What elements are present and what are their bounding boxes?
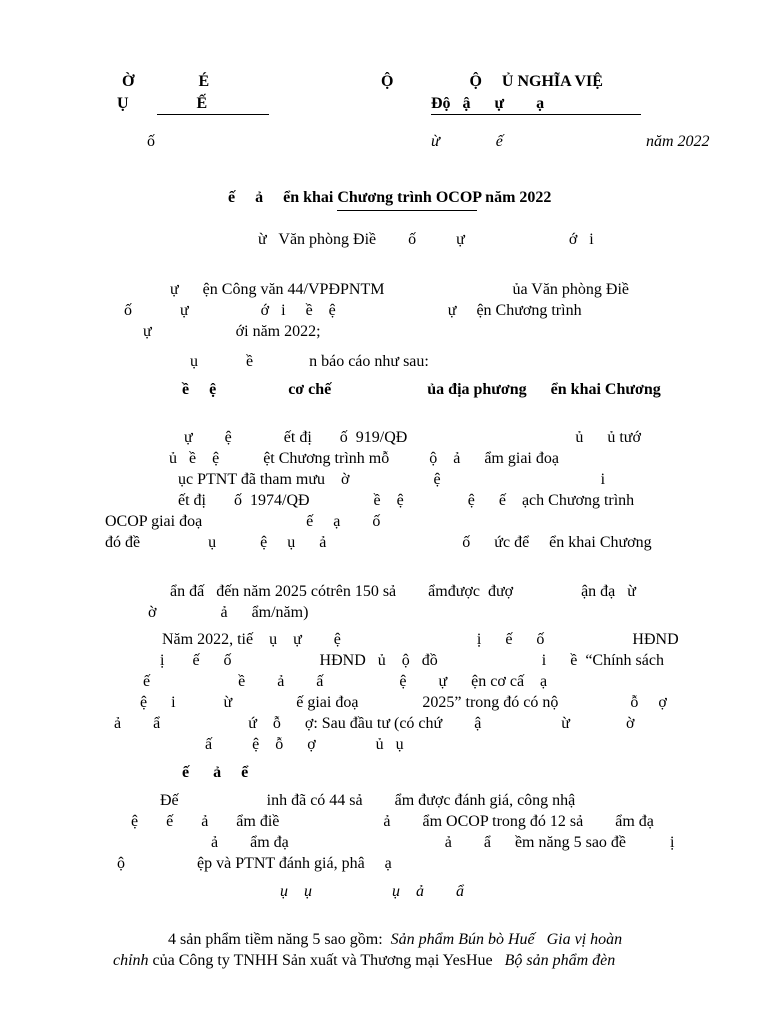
paragraph-4-line: ẩn đấ đến năm 2025 cótrên 150 sả ẩmđược đượ ận đạ ừ [170, 583, 636, 600]
paragraph-5-line: ả ẩ ứ ỗ ợ: Sau đầu tư (có chứ ậ ừ ờ [114, 715, 635, 732]
paragraph-4-line: ờ ả ẩm/năm) [148, 604, 309, 621]
title-underline [337, 210, 477, 211]
national-motto-line1: Ộ Ộ Ủ NGHĨA VIỆ [381, 73, 603, 90]
paragraph-7-line-2 [105, 931, 615, 971]
date-year: năm 2022 [646, 133, 710, 150]
section-heading-1: ề ệ cơ chế ủa địa phương ển khai Chương [182, 381, 661, 398]
header-left-underline [157, 114, 269, 115]
paragraph-3-line: ết đị ố 1974/QĐ ề ệ ệ ế ạch Chương trình [178, 492, 635, 509]
national-motto-line2: Độ ậ ự ạ [431, 95, 545, 112]
date-place: ừ ế [431, 133, 503, 150]
paragraph-3-line: ự ệ ết đị ố 919/QĐ ủ ủ tướ [184, 429, 641, 446]
paragraph-3-line: ủ ề ệ ệt Chương trình mỗ ộ ả ẩm giai đoạ [169, 450, 559, 467]
paragraph-5-line: ế ề ả ấ ệ ự ện cơ cấ ạ [143, 673, 548, 690]
section-heading-3: ụ ụ ụ ả ẩ [280, 883, 464, 900]
paragraph-6-line: ệ ế ả ẩm điề ả ẩm OCOP trong đó 12 sả ẩm đạ [131, 813, 654, 830]
paragraph-6-line: ả ẩm đạ ả ẩ ềm năng 5 sao đề ị [211, 834, 675, 851]
paragraph-7-text: của Công ty TNHH Sản xuất và Thương mại YesHue [148, 952, 505, 969]
document-number: ố [147, 133, 155, 150]
paragraph-6-line: ộ ệp và PTNT đánh giá, phâ ạ [117, 855, 392, 872]
paragraph-7-text: 4 sản phẩm tiềm năng 5 sao gồm: [168, 931, 391, 948]
paragraph-3-line: ục PTNT đã tham mưu ờ ệ i [178, 471, 606, 488]
paragraph-2: ụ ề n báo cáo như sau: [190, 353, 429, 370]
org-name-line1: Ờ É [122, 73, 210, 90]
paragraph-5-line: ệ i ừ ế giai đoạ 2025” trong đó có nộ ỗ ợ [140, 694, 667, 711]
paragraph-5-line: ị ế ố HĐND ủ ộ đồ i ề “Chính sách [160, 652, 664, 669]
paragraph-1-line: ố ự ớ i ề ệ ự ện Chương trình [124, 302, 582, 319]
paragraph-5-line: ấ ệ ỗ ợ ủ ụ [205, 736, 404, 753]
document-title: ế ả ển khai Chương trình OCOP năm 2022 [228, 189, 552, 206]
org-name-line2: Ụ Ế [117, 95, 208, 112]
paragraph-5-line: Năm 2022, tiế ụ ự ệ ị ế ố HĐND [162, 631, 679, 648]
recipient: ừ Văn phòng Điề ố ự ớ i [258, 231, 594, 248]
paragraph-1-line: ự ới năm 2022; [143, 323, 321, 340]
header-right-underline [431, 114, 641, 115]
paragraph-7-product: chỉnh [113, 952, 149, 969]
paragraph-7-product: Bộ sản phẩm đèn [504, 952, 616, 969]
paragraph-3-line: OCOP giai đoạ ế ạ ố [105, 513, 381, 530]
paragraph-3-line: đó đề ụ ệ ụ ả ố ức để ển khai Chương [105, 534, 652, 551]
section-heading-2: ế ả ể [182, 764, 249, 781]
paragraph-7-product: Sản phẩm Bún bò Huế Gia vị hoàn [390, 931, 623, 948]
paragraph-6-line: Đế inh đã có 44 sả ẩm được đánh giá, công nhậ [160, 792, 576, 809]
paragraph-1-line: ự ện Công văn 44/VPĐPNTM ủa Văn phòng Điề [170, 281, 630, 298]
